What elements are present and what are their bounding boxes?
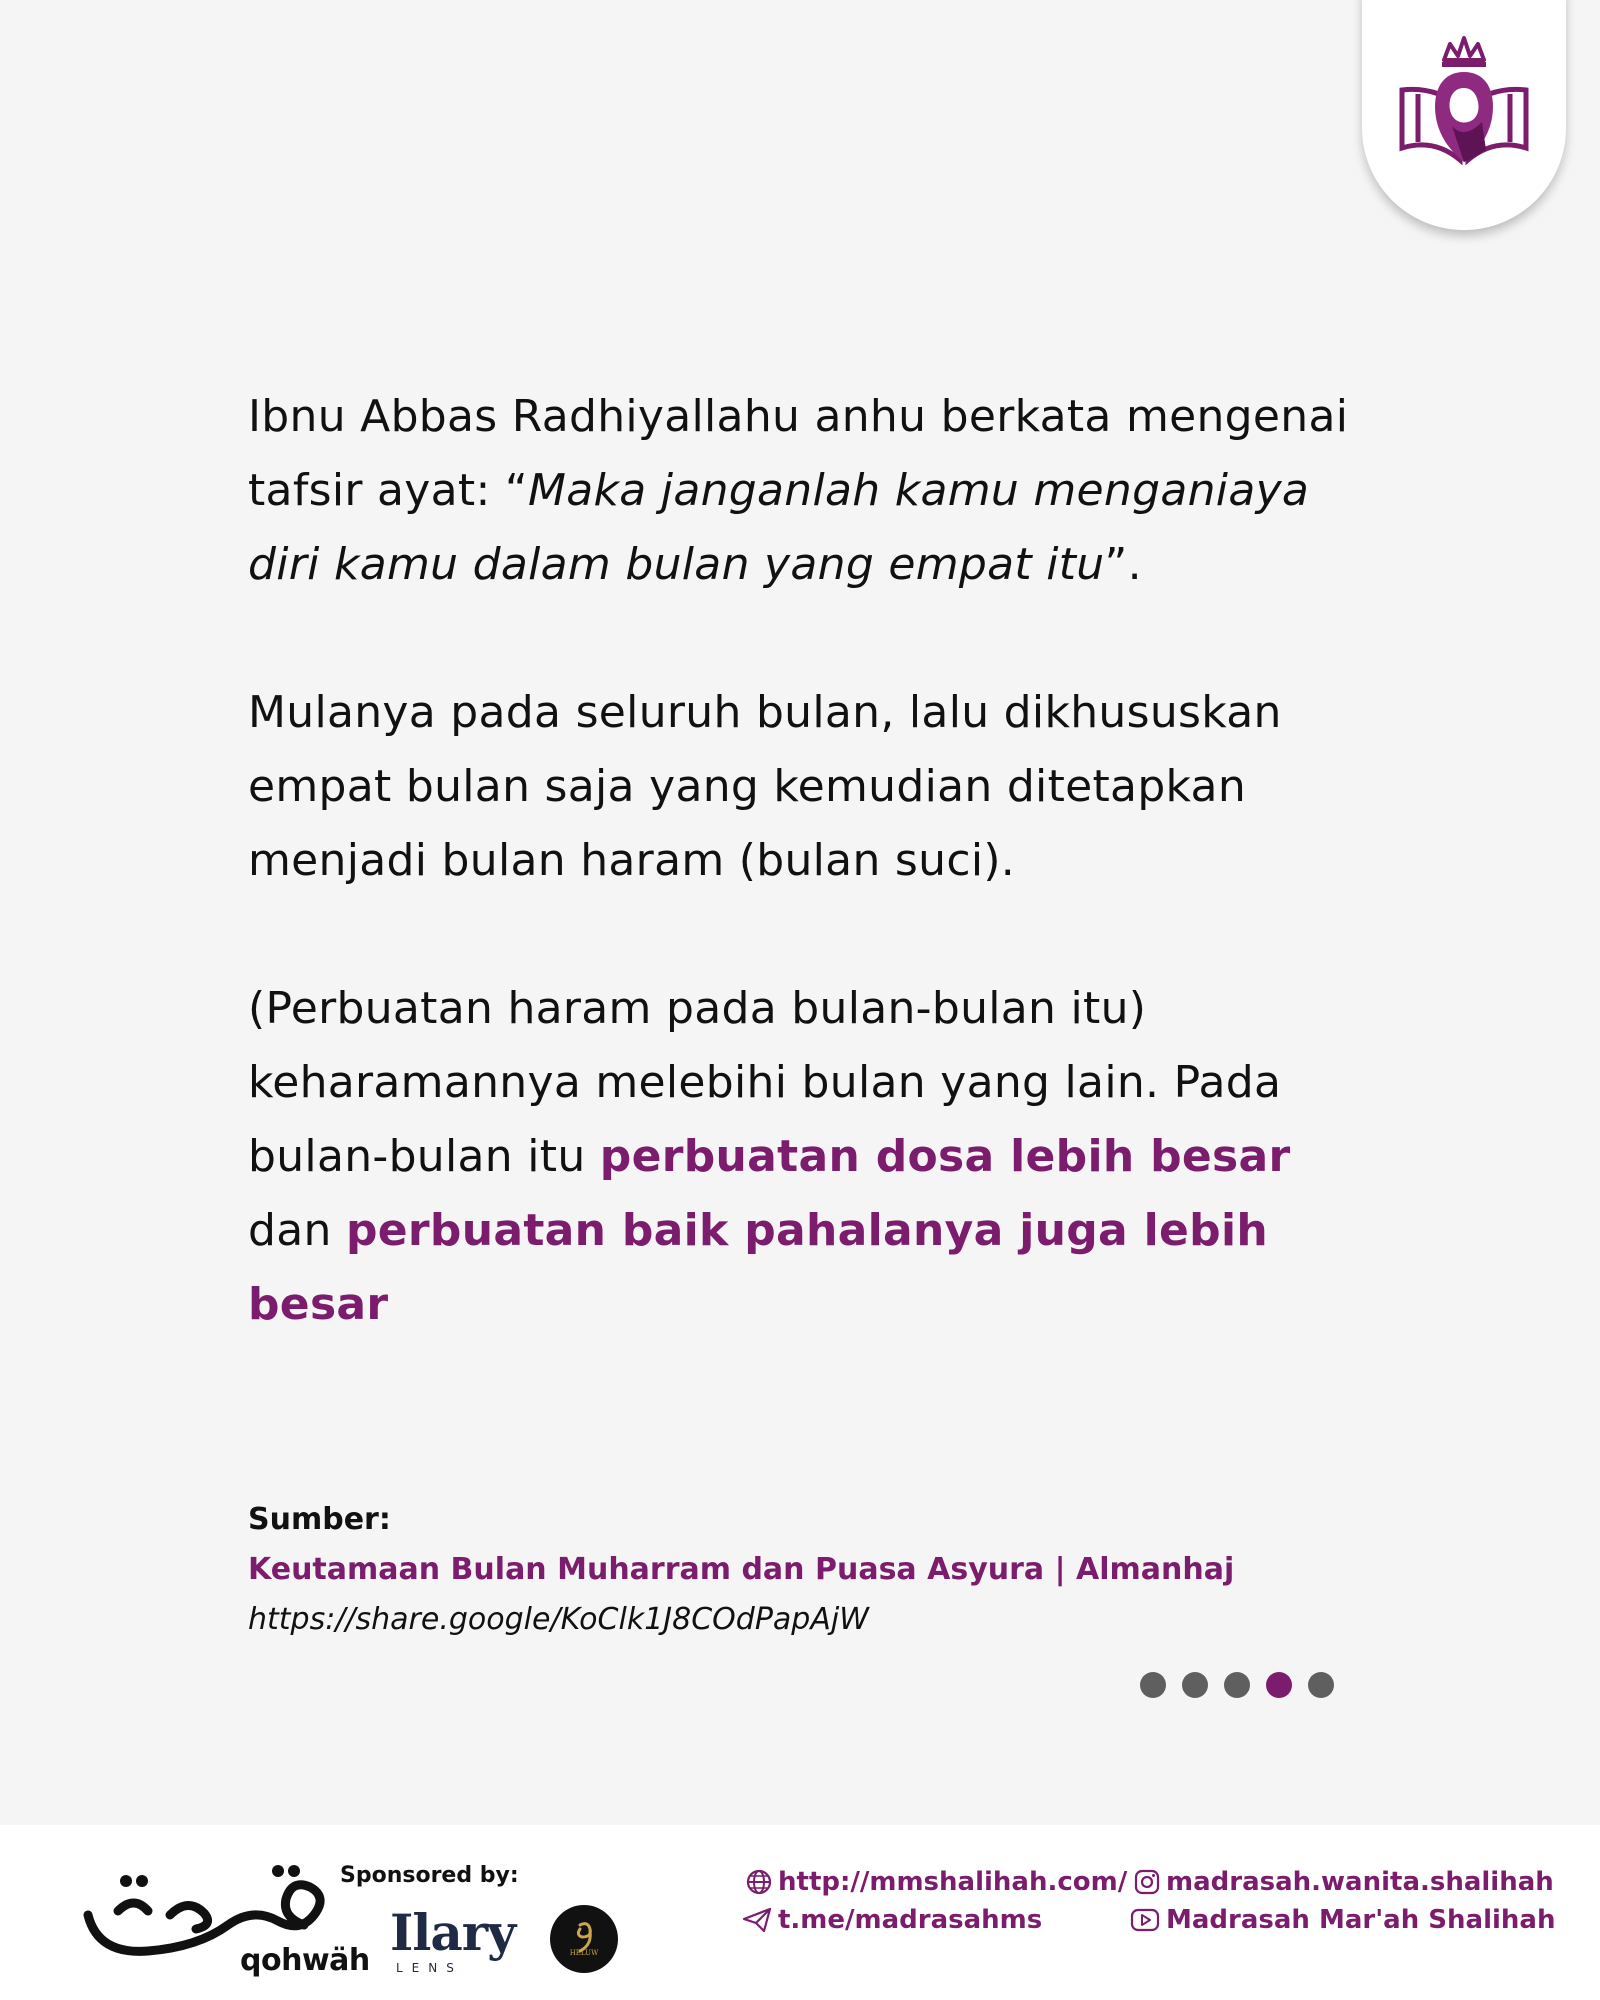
highlight-pahala: perbuatan baik pahalanya juga lebih besar <box>248 1205 1268 1330</box>
paragraph-keharaman-text-1: (Perbuatan haram pada bulan-bulan itu) keharamannya melebihi bulan yang lain. Pada bulan-bulan itu <box>248 983 1282 1182</box>
heluw-logo <box>550 1905 618 1973</box>
source-title-link[interactable]: Keutamaan Bulan Muharram dan Puasa Asyura | Almanhaj <box>248 1552 1235 1587</box>
instagram-link[interactable] <box>1134 1867 1554 1897</box>
youtube-link[interactable] <box>1130 1905 1555 1935</box>
pagination-dot[interactable] <box>1140 1672 1166 1698</box>
source-url-link[interactable]: https://share.google/KoClk1J8COdPapAjW <box>248 1602 869 1637</box>
instagram-icon <box>1134 1869 1160 1895</box>
brand-logo-badge <box>1362 0 1566 230</box>
paragraph-tafsir-quote: Maka janganlah kamu menganiaya diri kamu dalam bulan yang empat itu <box>248 465 1310 590</box>
pagination-dot[interactable] <box>1224 1672 1250 1698</box>
paragraph-tafsir <box>248 380 1378 602</box>
pagination-dot[interactable] <box>1308 1672 1334 1698</box>
paragraph-keharaman <box>248 972 1378 1342</box>
source-block <box>248 1495 1348 1645</box>
carousel-pagination <box>1140 1672 1334 1698</box>
website-link[interactable] <box>746 1867 1127 1897</box>
telegram-link[interactable] <box>742 1905 1042 1935</box>
madrasah-logo-icon <box>1382 30 1546 180</box>
heluw-logo-icon <box>550 1905 618 1973</box>
highlight-dosa: perbuatan dosa lebih besar <box>599 1131 1291 1182</box>
sponsored-label: Sponsored by: <box>340 1863 519 1888</box>
paragraph-tafsir-text-1: Ibnu Abbas Radhiyallahu anhu berkata mengenai tafsir ayat: “ <box>248 391 1349 516</box>
main-content <box>248 380 1378 1342</box>
ilary-wordmark: Ilary <box>390 1903 516 1962</box>
ilary-subtitle: LENS <box>396 1961 463 1975</box>
qohwah-wordmark: qohwäh <box>240 1943 370 1978</box>
paragraph-keharaman-text-2: dan <box>248 1205 346 1256</box>
ilary-lens-logo <box>390 1905 525 1975</box>
paragraph-bulan-haram: Mulanya pada seluruh bulan, lalu dikhususkan empat bulan saja yang kemudian ditetapkan menjadi bulan haram (bulan suci). <box>248 687 1282 886</box>
telegram-text: t.me/madrasahms <box>778 1905 1043 1935</box>
telegram-icon <box>742 1907 772 1933</box>
source-label: Sumber: <box>248 1502 391 1537</box>
instagram-text: madrasah.wanita.shalihah <box>1166 1867 1554 1897</box>
youtube-text: Madrasah Mar'ah Shalihah <box>1166 1905 1556 1935</box>
paragraph-tafsir-text-2: ”. <box>1104 539 1142 590</box>
globe-icon <box>746 1869 772 1895</box>
pagination-dot[interactable] <box>1266 1672 1292 1698</box>
heluw-text: HELUW <box>569 1949 599 1957</box>
youtube-icon <box>1130 1908 1160 1932</box>
footer <box>0 1825 1600 2000</box>
pagination-dot[interactable] <box>1182 1672 1208 1698</box>
website-text: http://mmshalihah.com/ <box>778 1867 1128 1897</box>
